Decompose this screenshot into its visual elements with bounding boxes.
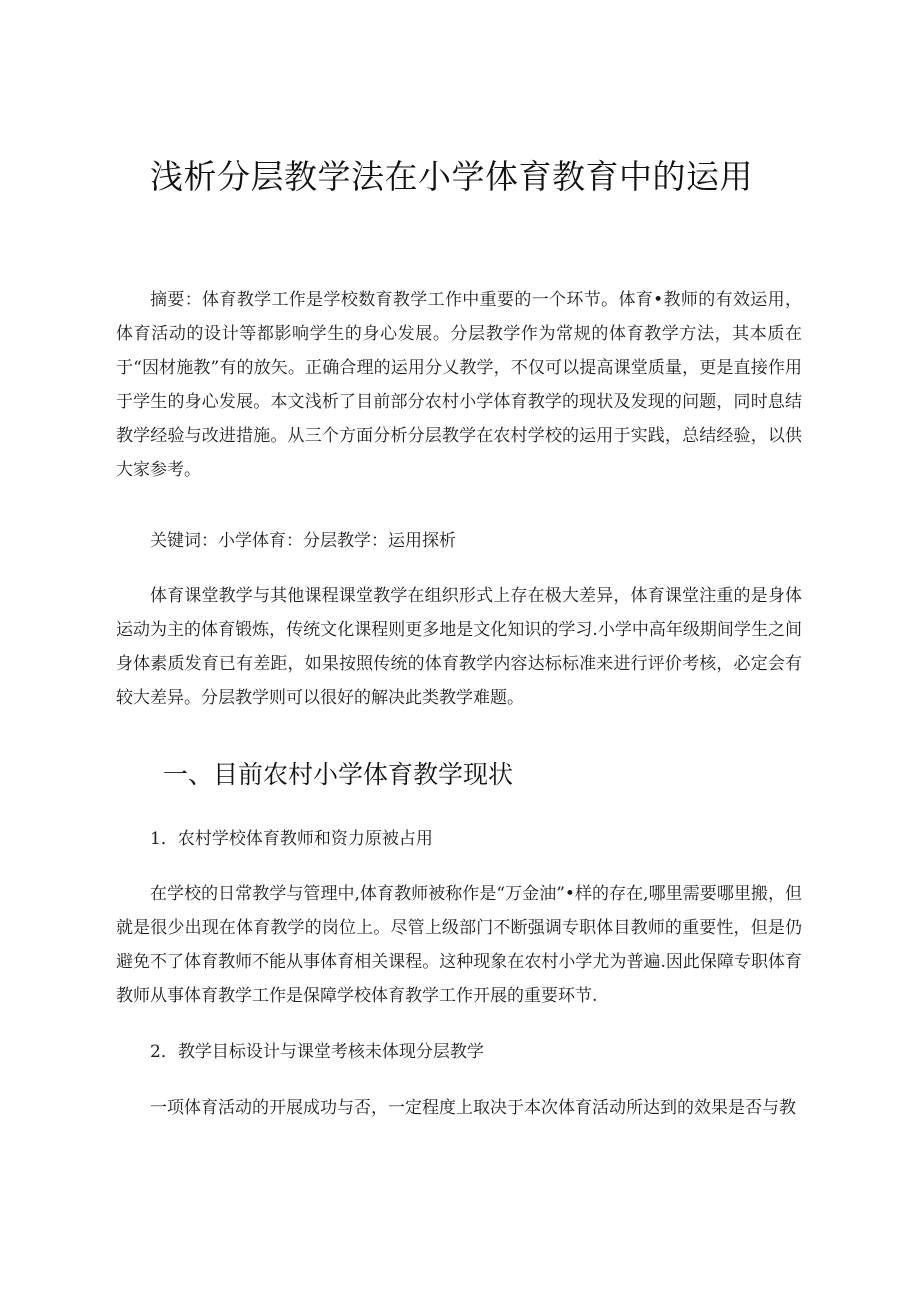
keywords-line: 关键词：小学体育：分层教学：运用探析 (150, 531, 456, 551)
section-heading: 一、目前农村小学体育教学现状 (163, 760, 514, 789)
document-title: 浅析分层教学法在小学体育教育中的运用 (150, 157, 753, 196)
intro-paragraph: 体育课堂教学与其他课程课堂教学在组织形式上存在极大差异，体育课堂注重的是身体运动为主的体育锻炼，传统文化课程则更多地是文化知识的学习.小学中高年级期间学生之间身体素质发育已有差距，如果按照传统的体育教学内容达标标准来进行评价考核，必定会有较大差异。分层教学则可以很好的解决此类教学难题。 (116, 586, 802, 708)
subsection-2-title: 2．教学目标设计与课堂考核未体现分层教学 (150, 1042, 484, 1062)
subsection-1-title: 1．农村学校体育教师和资力原被占用 (150, 829, 433, 849)
subsection-1-body: 在学校的日常教学与管理中,体育教师被称作是“万金油”•样的存在,哪里需要哪里搬，但就是很少出现在体育教学的岗位上。尽管上级部门不断强调专职体目教师的重要性，但是仍避免不了体育教师不能从事体育相关课程。这种现象在农村小学尤为普遍.因此保障专职体育教师从事体育教学工作是保障学校体育教学工作开展的重要环节. (116, 884, 802, 1006)
subsection-2-body: 一项体育活动的开展成功与否，一定程度上取决于本次体育活动所达到的效果是否与教 (150, 1098, 796, 1118)
abstract-paragraph: 摘要：体育教学工作是学校数育教学工作中重要的一个环节。体育•教师的有效运用，体育活动的设计等都影响学生的身心发展。分层教学作为常规的体育教学方法，其本质在于“因材施教”有的放矢。正确合理的运用分乂教学，不仅可以提高课堂质量，更是直接作用于学生的身心发展。本文浅析了目前部分农村小学体育教学的现状及发现的问题，同时息结教学经验与改进措施。从三个方面分析分层教学在农村学校的运用于实践，总结经验，以供大家参考。 (116, 290, 802, 480)
